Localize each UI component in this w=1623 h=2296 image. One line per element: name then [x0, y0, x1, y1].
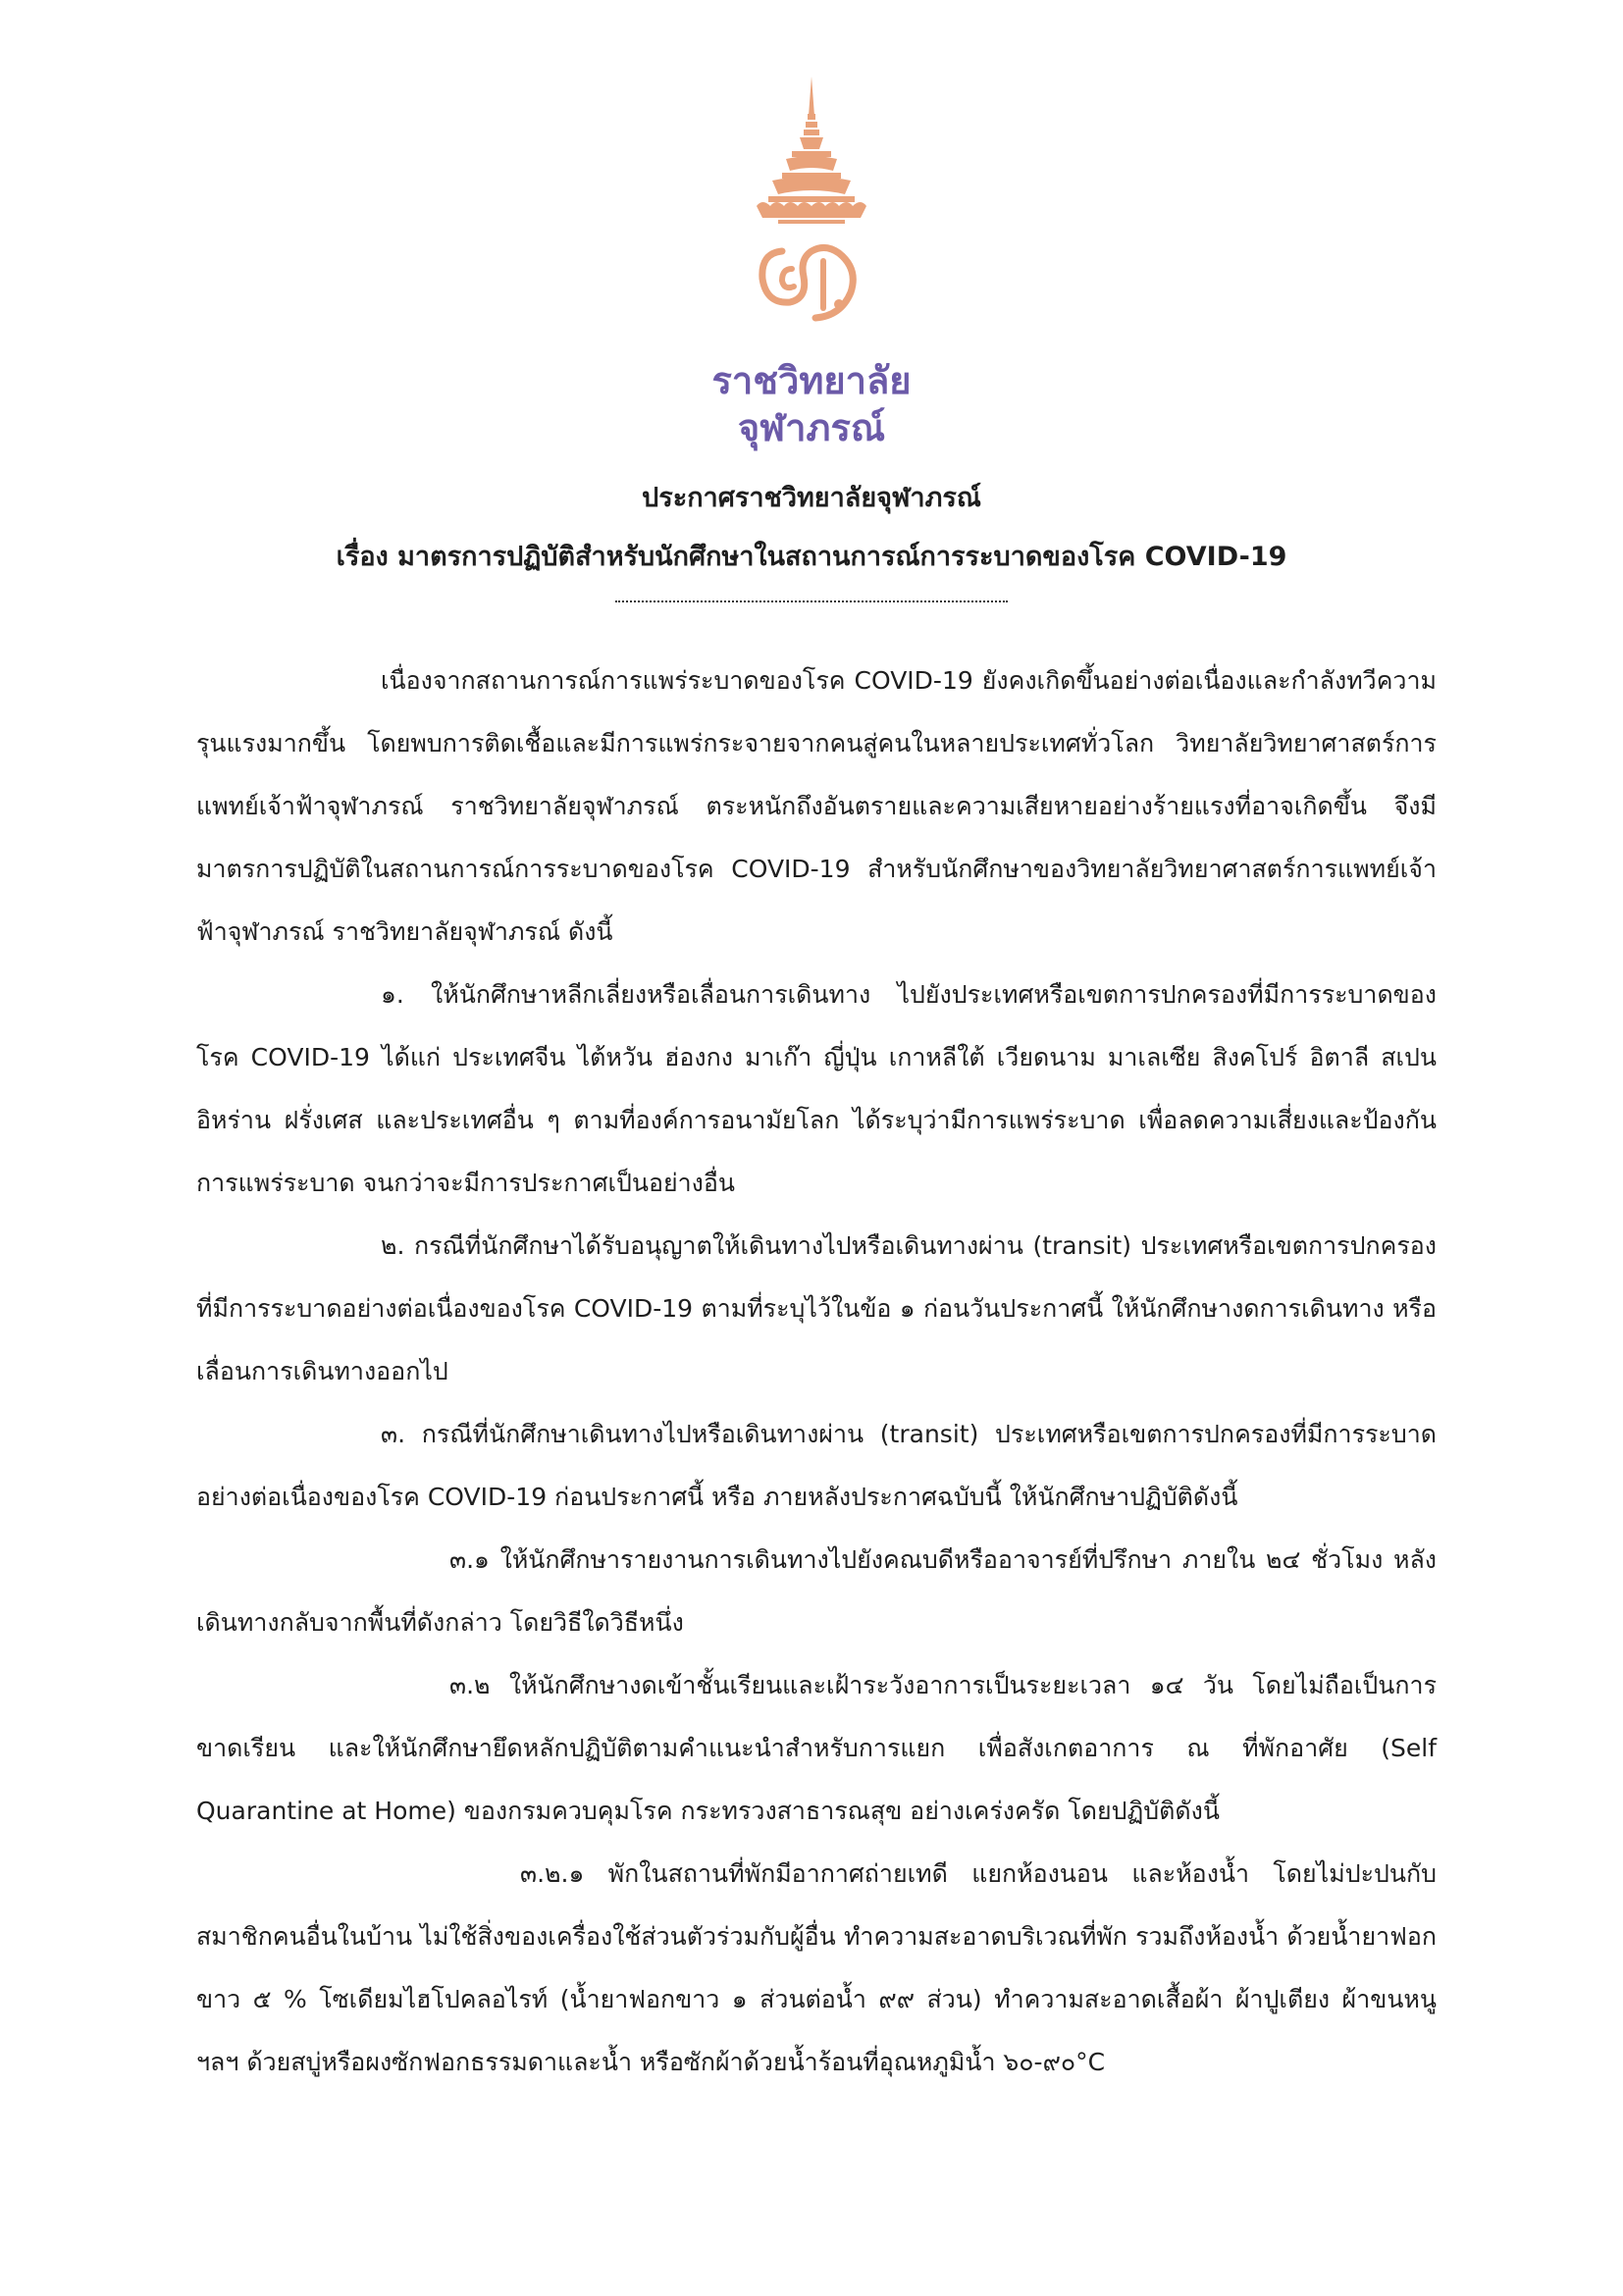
institution-name-line1: ราชวิทยาลัย	[711, 359, 912, 402]
clause-3-2: ๓.๒ ให้นักศึกษางดเข้าชั้นเรียนและเฝ้าระวังอาการเป็นระยะเวลา ๑๔ วัน โดยไม่ถือเป็นการขาดเรียน และให้นักศึกษายึดหลักปฏิบัติตามคำแนะนำสำหรับการแยก เพื่อสังเกตอาการ ณ ที่พักอาศัย (Self Quarantine at Home) ของกรมควบคุมโรค กระทรวงสาธารณสุข อย่างเคร่งครัด โดยปฏิบัติดังนี้	[196, 1671, 1437, 1825]
clause-2: ๒. กรณีที่นักศึกษาได้รับอนุญาตให้เดินทางไปหรือเดินทางผ่าน (transit) ประเทศหรือเขตการปกครองที่มีการระบาดอย่างต่อเนื่องของโรค COVID-19 ตามที่ระบุไว้ในข้อ ๑ ก่อนวันประกาศนี้ ให้นักศึกษางดการเดินทาง หรือเลื่อนการเดินทางออกไป	[196, 1231, 1437, 1385]
clause-3-2-1: ๓.๒.๑ พักในสถานที่พักมีอากาศถ่ายเทดี แยกห้องนอน และห้องน้ำ โดยไม่ปะปนกับสมาชิกคนอื่นในบ้าน ไม่ใช้สิ่งของเครื่องใช้ส่วนตัวร่วมกับผู้อื่น ทำความสะอาดบริเวณที่พัก รวมถึงห้องน้ำ ด้วยน้ำยาฟอกขาว ๕ % โซเดียมไฮโปคลอไรท์ (น้ำยาฟอกขาว ๑ ส่วนต่อน้ำ ๙๙ ส่วน) ทำความสะอาดเสื้อผ้า ผ้าปูเตียง ผ้าขนหนู ฯลฯ ด้วยสบู่หรือผงซักฟอกธรรมดาและน้ำ หรือซักผ้าด้วยน้ำร้อนที่อุณหภูมิน้ำ ๖๐-๙๐°C	[196, 1859, 1437, 2076]
clause-3: ๓. กรณีที่นักศึกษาเดินทางไปหรือเดินทางผ่าน (transit) ประเทศหรือเขตการปกครองที่มีการระบาดอย่างต่อเนื่องของโรค COVID-19 ก่อนประกาศนี้ หรือ ภายหลังประกาศฉบับนี้ ให้นักศึกษาปฏิบัติดังนี้	[196, 1420, 1437, 1511]
royal-crown-emblem-icon	[743, 77, 880, 371]
title-separator	[615, 600, 1008, 602]
announcement-body	[196, 650, 1437, 2094]
intro-paragraph: เนื่องจากสถานการณ์การแพร่ระบาดของโรค COVID-19 ยังคงเกิดขึ้นอย่างต่อเนื่องและกำลังทวีความรุนแรงมากขึ้น โดยพบการติดเชื้อและมีการแพร่กระจายจากคนสู่คนในหลายประเทศทั่วโลก วิทยาลัยวิทยาศาสตร์การแพทย์เจ้าฟ้าจุฬาภรณ์ ราชวิทยาลัยจุฬาภรณ์ ตระหนักถึงอันตรายและความเสียหายอย่างร้ายแรงที่อาจเกิดขึ้น จึงมีมาตรการปฏิบัติในสถานการณ์การระบาดของโรค COVID-19 สำหรับนักศึกษาของวิทยาลัยวิทยาศาสตร์การแพทย์เจ้าฟ้าจุฬาภรณ์ ราชวิทยาลัยจุฬาภรณ์ ดังนี้	[196, 666, 1437, 946]
institution-name-line2: จุฬาภรณ์	[737, 406, 886, 449]
announcement-title: ประกาศราชวิทยาลัยจุฬาภรณ์	[642, 483, 981, 513]
announcement-subject: เรื่อง มาตรการปฏิบัติสำหรับนักศึกษาในสถานการณ์การระบาดของโรค COVID-19	[336, 542, 1287, 572]
clause-1: ๑. ให้นักศึกษาหลีกเลี่ยงหรือเลื่อนการเดินทาง ไปยังประเทศหรือเขตการปกครองที่มีการระบาดของโรค COVID-19 ได้แก่ ประเทศจีน ไต้หวัน ฮ่องกง มาเก๊า ญี่ปุ่น เกาหลีใต้ เวียดนาม มาเลเซีย สิงคโปร์ อิตาลี สเปน อิหร่าน ฝรั่งเศส และประเทศอื่น ๆ ตามที่องค์การอนามัยโลก ได้ระบุว่ามีการแพร่ระบาด เพื่อลดความเสี่ยงและป้องกันการแพร่ระบาด จนกว่าจะมีการประกาศเป็นอย่างอื่น	[196, 980, 1438, 1197]
clause-3-1: ๓.๑ ให้นักศึกษารายงานการเดินทางไปยังคณบดีหรืออาจารย์ที่ปรึกษา ภายใน ๒๔ ชั่วโมง หลังเดินทางกลับจากพื้นที่ดังกล่าว โดยวิธีใดวิธีหนึ่ง	[196, 1545, 1437, 1637]
